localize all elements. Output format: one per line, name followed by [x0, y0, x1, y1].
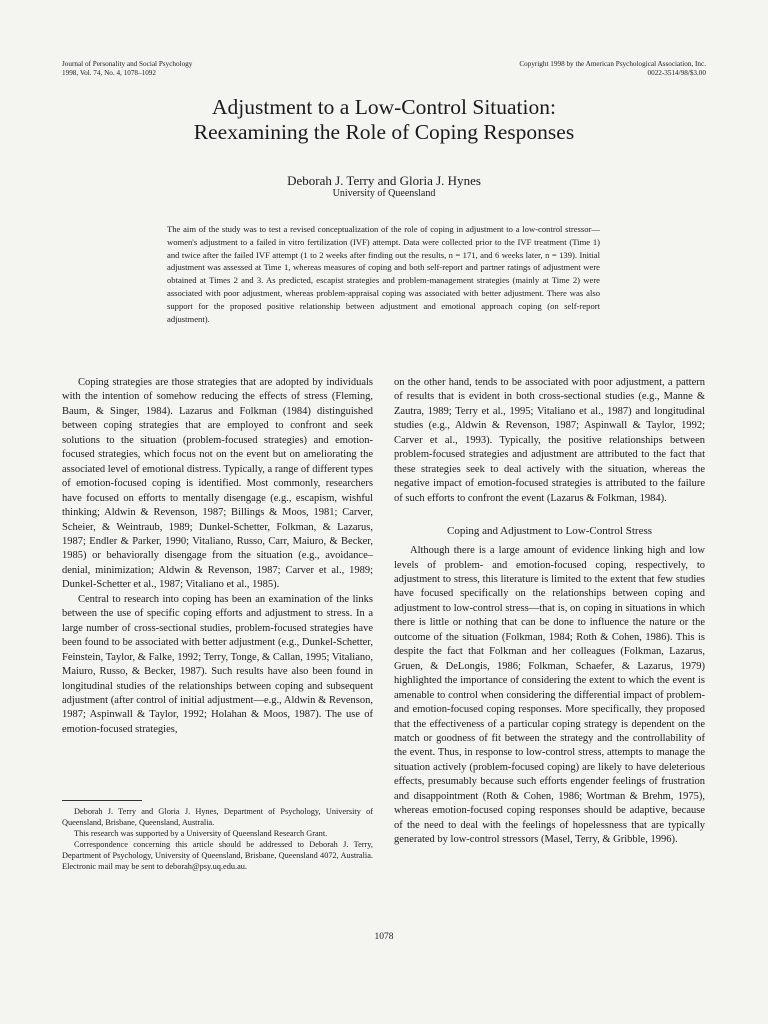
article-title: [0, 95, 768, 145]
body-column-left: [62, 376, 373, 737]
title-line-2: Reexamining the Role of Coping Responses: [193, 120, 575, 144]
body-paragraph: Coping strategies are those strategies that are adopted by individuals with the intention of somehow reducing the effects of stress (Fleming, Baum, & Singer, 1984). Lazarus and Folkman (1984) distinguished between coping strategies that are employed to confront and seek solutions to the situation (problem-focused strategies) and emotion-focused strategies, which focus not on the event but on ameliorating the associated level of emotional distress. Typically, a range of different types of emotion-focused coping is identified. Most commonly, researchers have focused on efforts to mentally disengage (e.g., escapism, wishful thinking; Aldwin & Revenson, 1987; Billings & Moos, 1981; Carver, Scheier, & Weintraub, 1989; Dunkel-Schetter, Folkman, & Lazarus, 1987; Endler & Parker, 1990; Vitaliano, Russo, Carr, Maiuro, & Becker, 1985) or behaviorally disengage from the situation (e.g., avoidance–denial, minimization; Aldwin & Revenson, 1987; Carver et al., 1989; Dunkel-Schetter et al., 1987; Vitaliano et al., 1985).: [62, 377, 373, 591]
body-paragraph: Although there is a large amount of evidence linking high and low levels of problem- and emotion-focused coping, respectively, to adjustment to stress, this literature is limited to the extent that few studies have focused specifically on the relationships between coping and adjustment to low-control stress—that is, on coping in situations in which there is little or nothing that can be done to influence the nature or the outcome of the situation (Folkman, 1984; Roth & Cohen, 1986). This is despite the fact that Folkman and her colleagues (Folkman, Lazarus, Gruen, & DeLongis, 1986; Folkman, Schaefer, & Lazarus, 1979) highlighted the importance of considering the extent to which the event is amenable to control when considering the differential impact of problem- and emotion-focused coping responses. More specifically, they proposed that the effectiveness of a particular coping strategy is dependent on the match or goodness of fit between the strategy and the controllability of the event. Thus, in response to low-control stress, attempts to manage the situation actively (problem-focused coping) are likely to have deleterious effects, presumably because such efforts engender feelings of frustration and disappointment (Roth & Cohen, 1986; Wortman & Brehm, 1975), whereas emotion-focused coping responses should be adaptive, because of the need to deal with the feelings of hopelessness that are typically generated by low-control stressors (Masel, Terry, & Gribble, 1996).: [394, 545, 705, 846]
title-line-1: Adjustment to a Low-Control Situation:: [212, 95, 556, 119]
issn-line: 0022-3514/98/$3.00: [647, 69, 706, 77]
copyright-line: Copyright 1998 by the American Psychological Association, Inc.: [519, 60, 706, 68]
body-column-right: [394, 376, 705, 848]
abstract: The aim of the study was to test a revised conceptualization of the role of coping in adjustment to a low-control stressor—women's adjustment to a failed in vitro fertilization (IVF) attempt. Data were collected prior to the IVF treatment (Time 1) and twice after the failed IVF attempt (1 to 2 weeks after finding out the results, n = 171, and 6 weeks later, n = 139). Initial adjustment was assessed at Time 1, whereas measures of coping and both self-report and partner ratings of adjustment were obtained at Times 2 and 3. As predicted, escapist strategies and problem-management strategies (mainly at Time 2) were associated with poor adjustment, whereas problem-appraisal coping was associated with better adjustment. There was also support for the proposed positive relationship between adjustment and emotional approach coping (on self-report adjustment).: [167, 224, 600, 324]
author-affiliation: University of Queensland: [332, 188, 436, 199]
journal-volume: 1998, Vol. 74, No. 4, 1078–1092: [62, 69, 156, 77]
author-footnotes: [62, 806, 373, 873]
page-number: 1078: [374, 932, 394, 942]
section-heading: Coping and Adjustment to Low-Control Stress: [446, 525, 653, 538]
copyright-notice: [519, 60, 706, 78]
journal-name: Journal of Personality and Social Psychology: [62, 60, 193, 68]
body-paragraph: Central to research into coping has been an examination of the links between the use of specific coping efforts and adjustment to stress. In a large number of cross-sectional studies, problem-focused strategies have been found to be associated with better adjustment (e.g., Dunkel-Schetter, Feinstein, Taylor, & Falke, 1992; Terry, Tonge, & Callan, 1995; Vitaliano, Maiuro, Russo, & Becker, 1987). Such results have also been found in longitudinal studies of the relationships between coping and subsequent adjustment (after control of initial adjustment—e.g., Aldwin & Revenson, 1987; Aspinwall & Taylor, 1992; Holahan & Moos, 1987). The use of emotion-focused strategies,: [62, 593, 373, 735]
footnote-divider: [62, 800, 142, 801]
journal-citation: [62, 60, 192, 78]
footnote-correspondence: Correspondence concerning this article should be addressed to Deborah J. Terry, Department of Psychology, University of Queensland, Brisbane, Queensland 4072, Australia. Electronic mail may be sent to deborah@psy.uq.edu.au.: [62, 840, 373, 872]
footnote-funding: This research was supported by a University of Queensland Research Grant.: [74, 829, 328, 839]
body-paragraph: on the other hand, tends to be associated with poor adjustment, a pattern of results that is evident in both cross-sectional studies (e.g., Manne & Zautra, 1989; Terry et al., 1995; Vitaliano et al., 1987) and longitudinal studies (e.g., Aldwin & Revenson, 1987; Aspinwall & Taylor, 1992; Carver et al., 1993). Typically, the positive relationships between problem-focused strategies and adjustment are attributed to the fact that these strategies seek to deal actively with the situation, whereas the negative impact of emotion-focused strategies is attributed to the failure of such efforts to confront the event (Lazarus & Folkman, 1984).: [394, 377, 705, 504]
running-header: [62, 60, 706, 84]
footnote-affiliation: Deborah J. Terry and Gloria J. Hynes, Department of Psychology, University of Queensland, Brisbane, Queensland, Australia.: [62, 807, 373, 828]
author-names: Deborah J. Terry and Gloria J. Hynes: [287, 173, 481, 188]
